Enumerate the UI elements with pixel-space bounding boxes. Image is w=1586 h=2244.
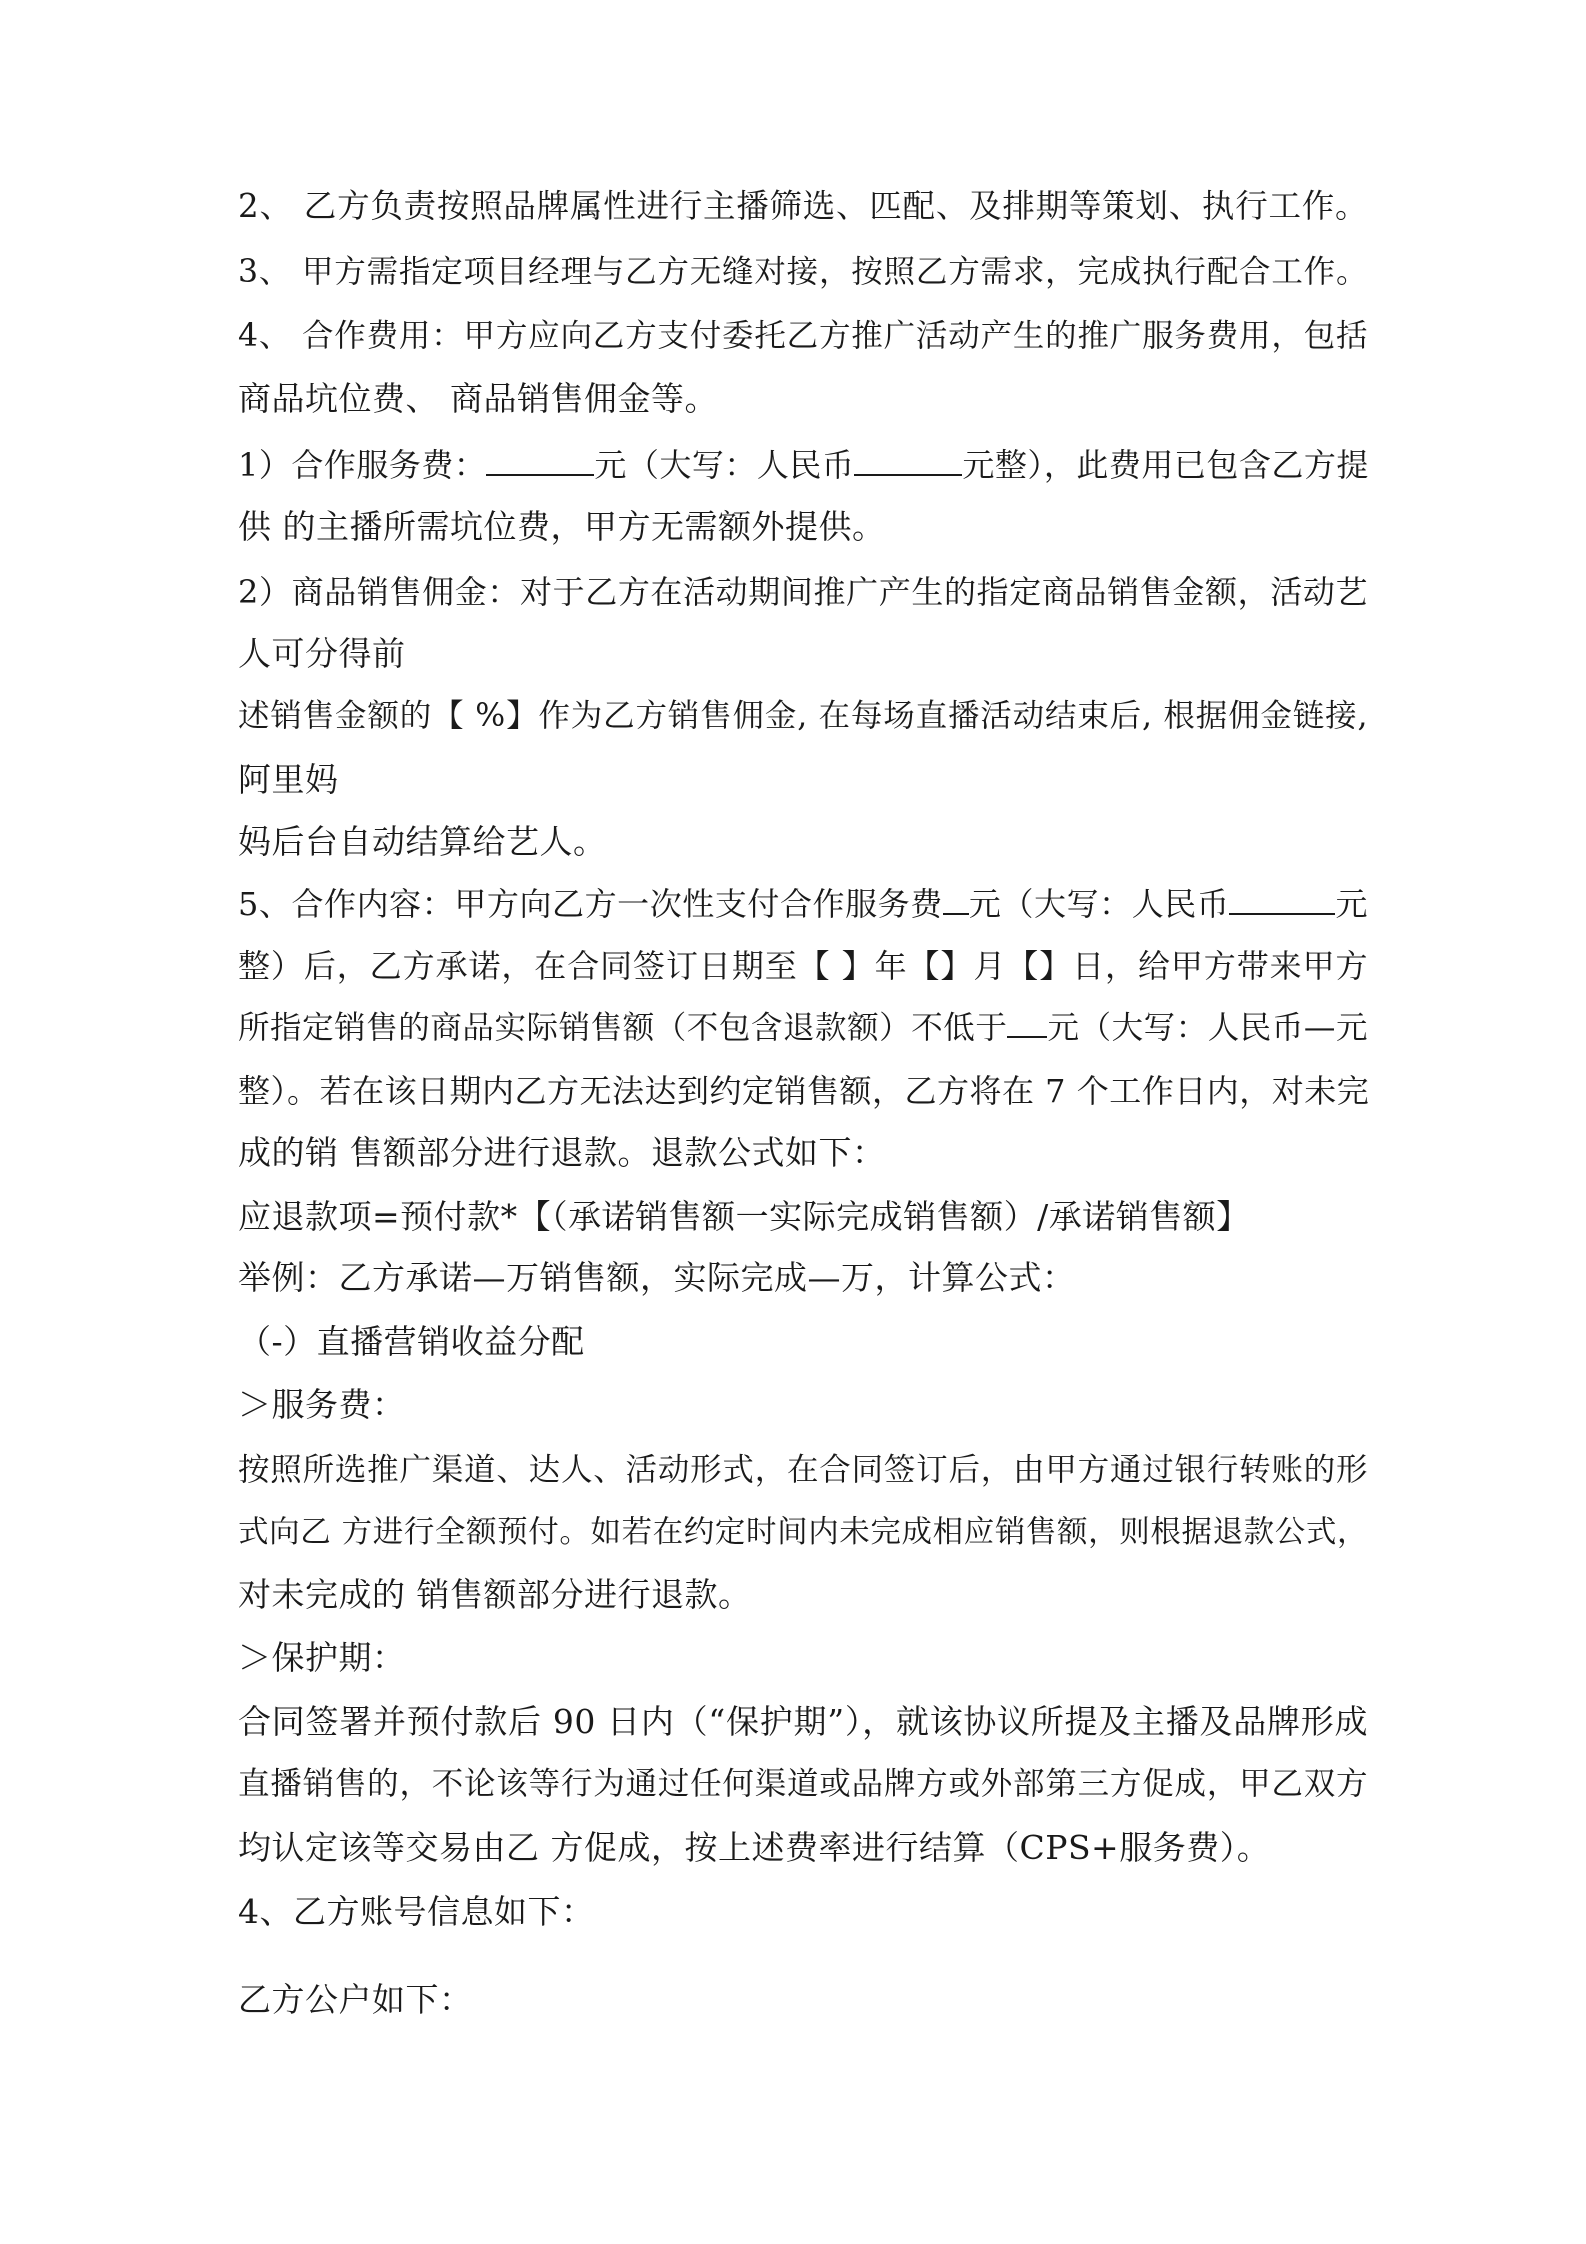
line-text: 5、合作内容：甲方向乙方一次性支付合作服务费 — [238, 885, 943, 923]
commission-line-5 — [238, 820, 1368, 864]
line-text: 人可分得前 — [238, 634, 406, 673]
amount-blank — [486, 444, 594, 476]
line-text: 整）后，乙方承诺，在合同签订日期至【 】年【】月【】日，给甲方带来甲方 — [238, 947, 1368, 985]
line-text: 2）商品销售佣金：对于乙方在活动期间推广产生的指定商品销售金额，活动艺 — [238, 573, 1368, 611]
line-text: 均认定该等交易由乙 方促成，按上述费率进行结算（CPS+服务费）。 — [238, 1828, 1271, 1867]
line-text: 所指定销售的商品实际销售额（不包含退款额）不低于 — [238, 1010, 1008, 1046]
service-fee-line-2 — [238, 505, 1368, 549]
line-text: 直播销售的，不论该等行为通过任何渠道或品牌方或外部第三方促成，甲乙双方 — [238, 1766, 1368, 1802]
protection-desc-3 — [238, 1826, 1368, 1870]
line-text: 举例：乙方承诺—万销售额，实际完成—万，计算公式： — [238, 1258, 1076, 1297]
clause-5-line-1 — [238, 882, 1368, 926]
line-text: 2、 乙方负责按照品牌属性进行主播筛选、匹配、及排期等策划、执行工作。 — [238, 187, 1368, 225]
clause-5-line-5 — [238, 1131, 1368, 1175]
example-line — [238, 1256, 1368, 1300]
line-text: ＞保护期： — [238, 1638, 406, 1677]
protection-heading — [238, 1636, 1368, 1680]
line-text: 元 — [1335, 885, 1368, 923]
service-fee-heading — [238, 1383, 1368, 1427]
public-account-heading — [238, 1978, 1368, 2022]
line-text: 阿里妈 — [238, 760, 339, 799]
line-text: 供 的主播所需坑位费，甲方无需额外提供。 — [238, 507, 886, 546]
section-heading — [238, 1320, 1368, 1364]
service-fee-line-1 — [238, 443, 1368, 487]
amount-words-blank — [1229, 883, 1335, 915]
protection-desc-1 — [238, 1700, 1368, 1744]
line-text: 述销售金额的【 %】作为乙方销售佣金, 在每场直播活动结束后, 根据佣金链接, — [238, 698, 1368, 734]
sales-blank — [1007, 1006, 1047, 1038]
line-text: ＞服务费： — [238, 1385, 406, 1424]
service-fee-desc-1 — [238, 1448, 1368, 1492]
service-fee-desc-3 — [238, 1573, 1368, 1617]
commission-line-3 — [238, 694, 1368, 738]
line-text: 元整），此费用已包含乙方提 — [962, 446, 1369, 484]
line-text: 式向乙 方进行全额预付。如若在约定时间内未完成相应销售额，则根据退款公式， — [238, 1515, 1368, 1550]
clause-4-line-2 — [238, 377, 1368, 421]
line-text: 应退款项=预付款*【（承诺销售额一实际完成销售额）/承诺销售额】 — [238, 1197, 1250, 1236]
line-text: 元（大写：人民币 — [968, 885, 1230, 923]
commission-line-4 — [238, 758, 1368, 802]
clause-4-line-1 — [238, 314, 1368, 358]
line-text: 元（大写：人民币 — [594, 446, 855, 484]
amount-blank — [943, 883, 969, 915]
line-text: 成的销 售额部分进行退款。退款公式如下： — [238, 1133, 886, 1172]
line-text: 整）。若在该日期内乙方无法达到约定销售额，乙方将在 7 个工作日内，对未完 — [238, 1072, 1370, 1110]
line-text: 合同签署并预付款后 90 日内（“保护期”），就该协议所提及主播及品牌形成 — [238, 1702, 1368, 1741]
clause-2-line — [238, 184, 1368, 228]
line-text: 4、 合作费用：甲方应向乙方支付委托乙方推广活动产生的推广服务费用，包括 — [238, 318, 1368, 354]
clause-5-line-2 — [238, 944, 1368, 988]
line-text: 对未完成的 销售额部分进行退款。 — [238, 1575, 752, 1614]
protection-desc-2 — [238, 1762, 1368, 1806]
clause-5-line-3 — [238, 1006, 1368, 1050]
amount-words-blank — [854, 444, 962, 476]
line-text: 乙方公户如下： — [238, 1980, 473, 2019]
clause-5-line-4 — [238, 1069, 1368, 1113]
line-text: 4、乙方账号信息如下： — [238, 1892, 595, 1931]
refund-formula — [238, 1195, 1368, 1239]
line-text: 1）合作服务费： — [238, 446, 487, 484]
commission-line-1 — [238, 570, 1368, 614]
line-text: 按照所选推广渠道、达人、活动形式，在合同签订后，由甲方通过银行转账的形 — [238, 1452, 1368, 1488]
line-text: 元（大写：人民币—元 — [1047, 1010, 1368, 1046]
account-heading — [238, 1890, 1368, 1934]
line-text: 3、 甲方需指定项目经理与乙方无缝对接，按照乙方需求，完成执行配合工作。 — [238, 254, 1368, 290]
line-text: 妈后台自动结算给艺人。 — [238, 822, 607, 861]
service-fee-desc-2 — [238, 1511, 1368, 1555]
line-text: （-）直播营销收益分配 — [238, 1322, 585, 1361]
clause-3-line — [238, 250, 1368, 294]
line-text: 商品坑位费、 商品销售佣金等。 — [238, 379, 718, 418]
commission-line-2 — [238, 632, 1368, 676]
